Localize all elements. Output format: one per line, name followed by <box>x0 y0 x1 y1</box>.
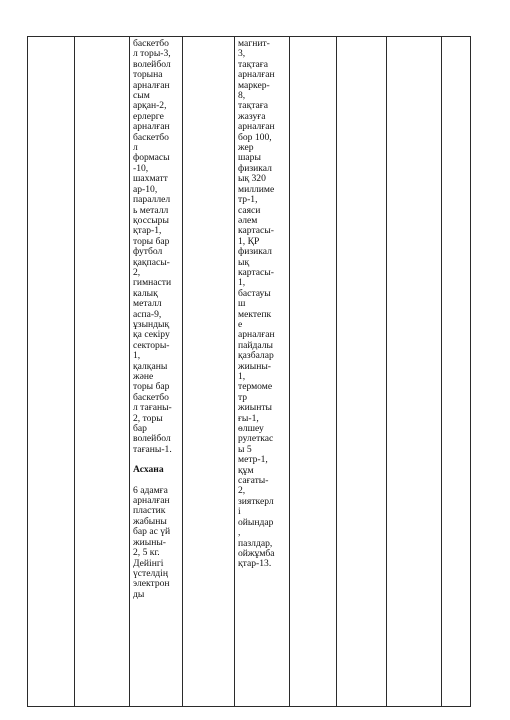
text-line: 2, <box>238 485 246 497</box>
text-line: торына <box>133 69 163 81</box>
text-line: ық <box>238 256 250 268</box>
text-line: әлем <box>238 214 258 226</box>
text-line: арналған <box>238 329 275 341</box>
text-line: е <box>238 318 243 330</box>
text-line: картасы- <box>238 266 274 278</box>
text-line: қтар-1, <box>133 225 162 237</box>
text-line: 6 адамға <box>133 484 168 496</box>
equipment-table <box>27 36 471 707</box>
text-line: футбол <box>133 246 163 258</box>
text-line: ы 5 <box>238 443 252 455</box>
table-cell-empty-4 <box>183 37 235 707</box>
text-line: арналған <box>133 121 170 133</box>
text-line: қақпасы- <box>133 256 170 268</box>
text-line: ғы-1, <box>238 412 259 424</box>
text-line: пластик <box>133 505 166 517</box>
text-line: арналған <box>238 121 275 133</box>
table-cell-empty-6 <box>290 37 337 707</box>
text-line: секторы- <box>133 339 170 351</box>
text-line: волейбол <box>133 58 171 70</box>
text-line: 2, 5 кг. <box>133 547 160 559</box>
section-heading-kitchen: Асхана <box>133 464 164 476</box>
table-cell-empty-9 <box>442 37 471 707</box>
text-line: ерлерге <box>133 110 164 122</box>
text-line: құм <box>238 464 254 476</box>
text-line: қтар-13. <box>238 558 272 570</box>
text-line: жиынты <box>238 402 272 414</box>
text-line: 1, ҚР <box>238 235 260 247</box>
text-line: миллиме <box>238 183 275 195</box>
text-line: арналған <box>238 69 275 81</box>
cell-text-column-a <box>130 37 182 600</box>
text-line: аспа-9, <box>133 308 162 320</box>
text-line: 3, <box>238 48 246 60</box>
text-line: 2, торы <box>133 412 163 424</box>
text-line: л торы-3, <box>133 48 171 60</box>
text-line: волейбол <box>133 433 171 445</box>
text-line: физикал <box>238 162 272 174</box>
text-line: шахматт <box>133 173 168 185</box>
text-line: , <box>238 527 241 539</box>
text-line: тақтаға <box>238 58 268 70</box>
text-line: пайдалы <box>238 339 273 351</box>
text-line: гимнасти <box>133 277 172 289</box>
table-cell-empty-2 <box>75 37 130 707</box>
text-line: қазбалар <box>238 350 274 362</box>
text-line: 8, <box>238 90 246 102</box>
text-line: ар-10, <box>133 183 158 195</box>
text-line: л тағаны- <box>133 402 172 414</box>
text-line: 2, <box>133 266 141 278</box>
text-line: маркер- <box>238 79 270 91</box>
text-line: ды <box>133 588 145 600</box>
text-line: 1, <box>238 277 246 289</box>
text-line: металл <box>133 298 162 310</box>
text-line: физикал <box>238 246 272 258</box>
table-cell-teaching-materials <box>235 37 290 707</box>
text-line: қа секіру <box>133 329 170 341</box>
text-line: ық 320 <box>238 173 266 185</box>
text-line: бастауы <box>238 287 271 299</box>
text-line: ойындар <box>238 516 274 528</box>
table-cell-empty-1 <box>28 37 75 707</box>
text-line: л <box>133 142 138 154</box>
text-line: картасы- <box>238 225 274 237</box>
text-line: арналған <box>133 79 170 91</box>
text-line: баскетбо <box>133 391 169 403</box>
text-line: жер <box>238 142 254 154</box>
text-line: тр-1, <box>238 194 258 206</box>
table-cell-empty-8 <box>387 37 442 707</box>
text-line: мектепк <box>238 308 272 320</box>
text-line: қоссыры <box>133 214 169 226</box>
text-line: жиыны- <box>238 360 271 372</box>
text-line: і <box>238 506 241 518</box>
text-line: үстелдің <box>133 567 168 579</box>
text-line: сағаты- <box>238 475 269 487</box>
text-line: бор 100, <box>238 131 272 143</box>
table-cell-empty-7 <box>337 37 387 707</box>
text-line: 1, <box>238 371 246 382</box>
text-line: формасы <box>133 152 170 164</box>
text-line: ь металл <box>133 204 169 216</box>
table-row <box>28 37 471 707</box>
text-line: бар ас үй <box>133 526 171 538</box>
text-line: пазлдар, <box>238 537 273 549</box>
text-line: калық <box>133 287 158 299</box>
text-line: термоме <box>238 381 273 393</box>
text-line: бар <box>133 423 147 435</box>
text-line: қалқаны <box>133 360 168 372</box>
text-line: ұзындық <box>133 318 170 330</box>
text-line: электрон <box>133 578 170 590</box>
text-line: тақтаға <box>238 100 268 112</box>
text-line: магнит- <box>238 38 270 49</box>
text-line: рулеткас <box>238 433 274 445</box>
text-line: жабыны <box>133 515 167 527</box>
text-line: 1, <box>133 350 141 362</box>
text-line: арқан-2, <box>133 100 167 112</box>
text-line: шары <box>238 152 261 164</box>
text-line: торы бар <box>133 381 170 393</box>
text-line: саяси <box>238 204 261 216</box>
text-line: зияткерл <box>238 495 274 507</box>
text-line: сым <box>133 90 150 102</box>
text-line: баскетбо <box>133 131 169 143</box>
text-line: баскетбо <box>133 38 169 49</box>
text-line: Дейінгі <box>133 557 164 569</box>
text-line: -10, <box>133 162 149 174</box>
text-line: жиыны- <box>133 536 166 548</box>
text-line: жазуға <box>238 110 266 122</box>
text-line: өлшеу <box>238 423 264 435</box>
text-line: параллел <box>133 194 171 206</box>
text-line: тр <box>238 391 248 403</box>
cell-text-column-b <box>235 37 289 570</box>
text-line: ш <box>238 298 246 310</box>
text-line: тағаны-1. <box>133 443 172 455</box>
text-line: торы бар <box>133 235 170 247</box>
text-line: және <box>133 371 154 382</box>
text-line: ойжұмба <box>238 547 275 559</box>
table-cell-sports-and-kitchen-equipment <box>130 37 183 707</box>
text-line: арналған <box>133 495 170 507</box>
text-line: метр-1, <box>238 454 268 466</box>
